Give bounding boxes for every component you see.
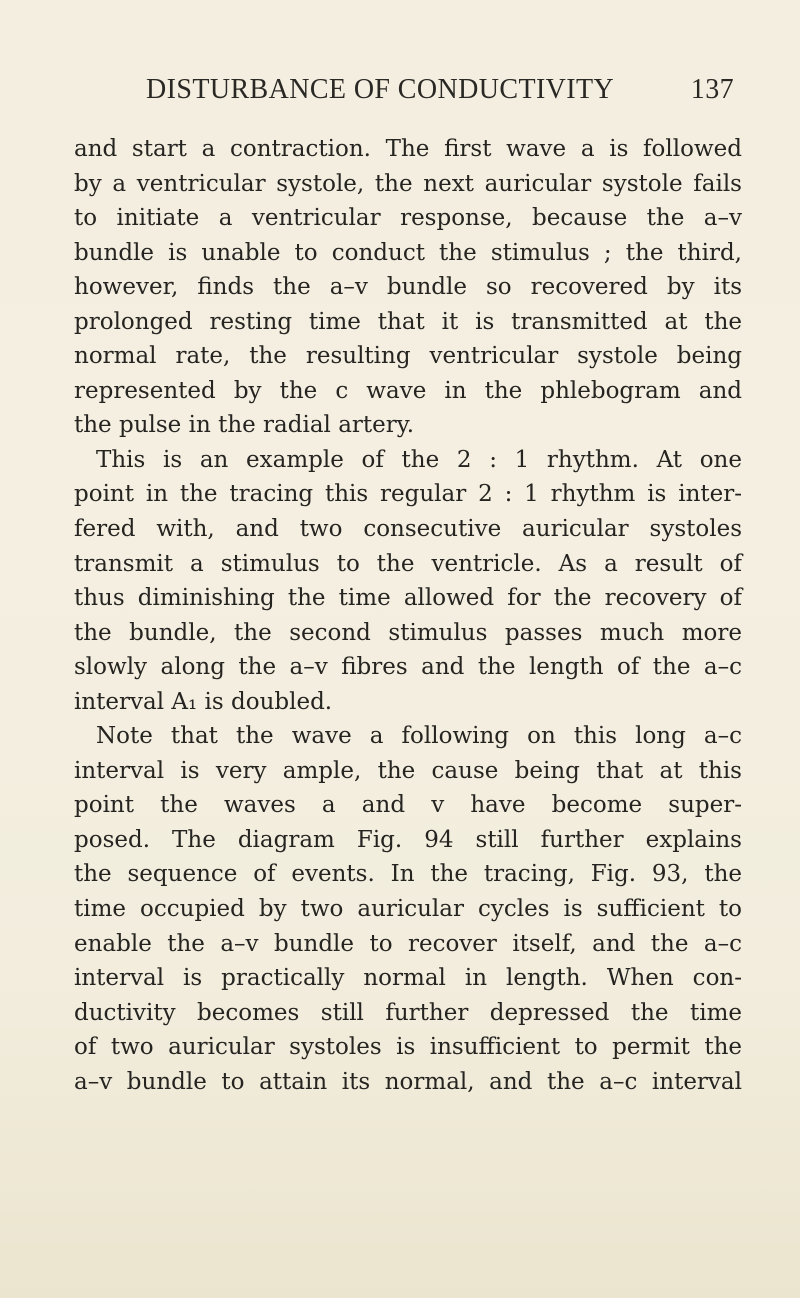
page-header — [146, 74, 740, 114]
text-line: enable the a–v bundle to recover itself, and the a–c — [74, 930, 742, 957]
text-line: posed. The diagram Fig. 94 still further explains — [74, 826, 742, 853]
text-line: represented by the c wave in the phlebogram and — [74, 377, 742, 404]
text-line: normal rate, the resulting ventricular systole being — [74, 343, 742, 370]
text-line: point the waves a and v have become super- — [74, 792, 742, 819]
text-line: slowly along the a–v fibres and the length of the a–c — [74, 654, 742, 681]
body-text — [74, 132, 742, 1099]
text-line: ductivity becomes still further depressed the time — [74, 999, 742, 1026]
text-line: point in the tracing this regular 2 : 1 rhythm is inter- — [74, 481, 742, 508]
text-line: interval is practically normal in length. When con- — [74, 965, 742, 992]
text-line: bundle is unable to conduct the stimulus ; the third, — [74, 239, 742, 266]
running-title: DISTURBANCE OF CONDUCTIVITY — [146, 74, 615, 105]
text-line: Note that the wave a following on this long a–c — [96, 723, 742, 750]
text-line: thus diminishing the time allowed for the recovery of — [74, 585, 742, 612]
text-line: the sequence of events. In the tracing, Fig. 93, the — [74, 861, 742, 888]
text-line: prolonged resting time that it is transmitted at the — [74, 308, 742, 335]
text-line: a–v bundle to attain its normal, and the a–c interval — [74, 1068, 742, 1095]
text-line: the bundle, the second stimulus passes much more — [74, 619, 742, 646]
text-line: interval is very ample, the cause being that at this — [74, 757, 742, 784]
text-line: transmit a stimulus to the ventricle. As a result of — [74, 550, 742, 577]
text-line: to initiate a ventricular response, because the a–v — [74, 205, 742, 232]
text-line: of two auricular systoles is insufficient to permit the — [74, 1034, 742, 1061]
text-line: This is an example of the 2 : 1 rhythm. At one — [96, 446, 742, 473]
page-number: 137 — [690, 74, 734, 105]
text-line: time occupied by two auricular cycles is sufficient to — [74, 896, 742, 923]
text-line: the pulse in the radial artery. — [74, 412, 415, 439]
text-line: however, finds the a–v bundle so recovered by its — [74, 274, 742, 301]
text-line: interval A₁ is doubled. — [74, 688, 333, 715]
text-line: and start a contraction. The first wave a is followed — [74, 136, 742, 162]
text-line: by a ventricular systole, the next auricular systole fails — [74, 170, 742, 197]
text-line: fered with, and two consecutive auricular systoles — [74, 516, 742, 543]
